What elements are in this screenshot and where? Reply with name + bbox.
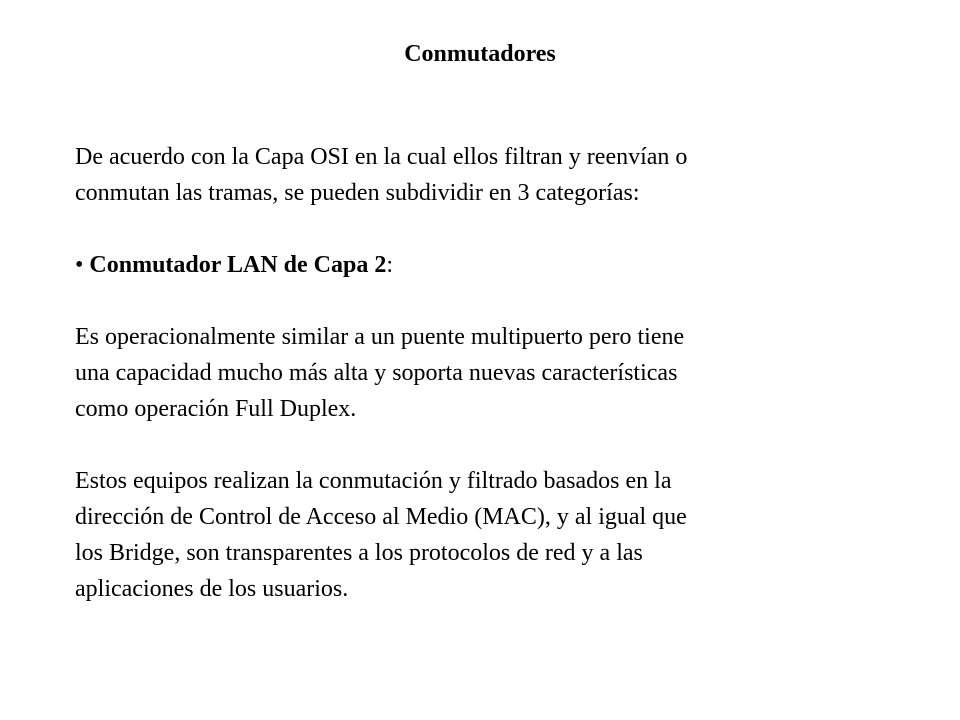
text-line: una capacidad mucho más alta y soporta nuevas características bbox=[75, 360, 678, 386]
bullet-item bbox=[75, 247, 915, 283]
description-paragraph-1 bbox=[75, 319, 915, 427]
intro-paragraph bbox=[75, 139, 915, 211]
slide-title: Conmutadores bbox=[404, 41, 556, 67]
bullet-marker: • bbox=[75, 252, 84, 278]
text-line: Estos equipos realizan la conmutación y filtrado basados en la bbox=[75, 468, 672, 494]
text-line: dirección de Control de Acceso al Medio (MAC), y al igual que bbox=[75, 504, 687, 530]
spacer bbox=[75, 283, 915, 319]
text-line: aplicaciones de los usuarios. bbox=[75, 576, 349, 602]
text-line: los Bridge, son transparentes a los protocolos de red y a las bbox=[75, 540, 643, 566]
slide-body bbox=[75, 139, 915, 607]
description-paragraph-2 bbox=[75, 463, 915, 607]
text-line: conmutan las tramas, se pueden subdividir en 3 categorías: bbox=[75, 180, 640, 206]
bullet-label: Conmutador LAN de Capa 2 bbox=[89, 252, 387, 278]
bullet-suffix: : bbox=[386, 252, 394, 278]
text-line: como operación Full Duplex. bbox=[75, 396, 357, 422]
text-line: Es operacionalmente similar a un puente multipuerto pero tiene bbox=[75, 324, 685, 350]
spacer bbox=[75, 211, 915, 247]
spacer bbox=[75, 427, 915, 463]
text-line: De acuerdo con la Capa OSI en la cual ellos filtran y reenvían o bbox=[75, 144, 688, 170]
